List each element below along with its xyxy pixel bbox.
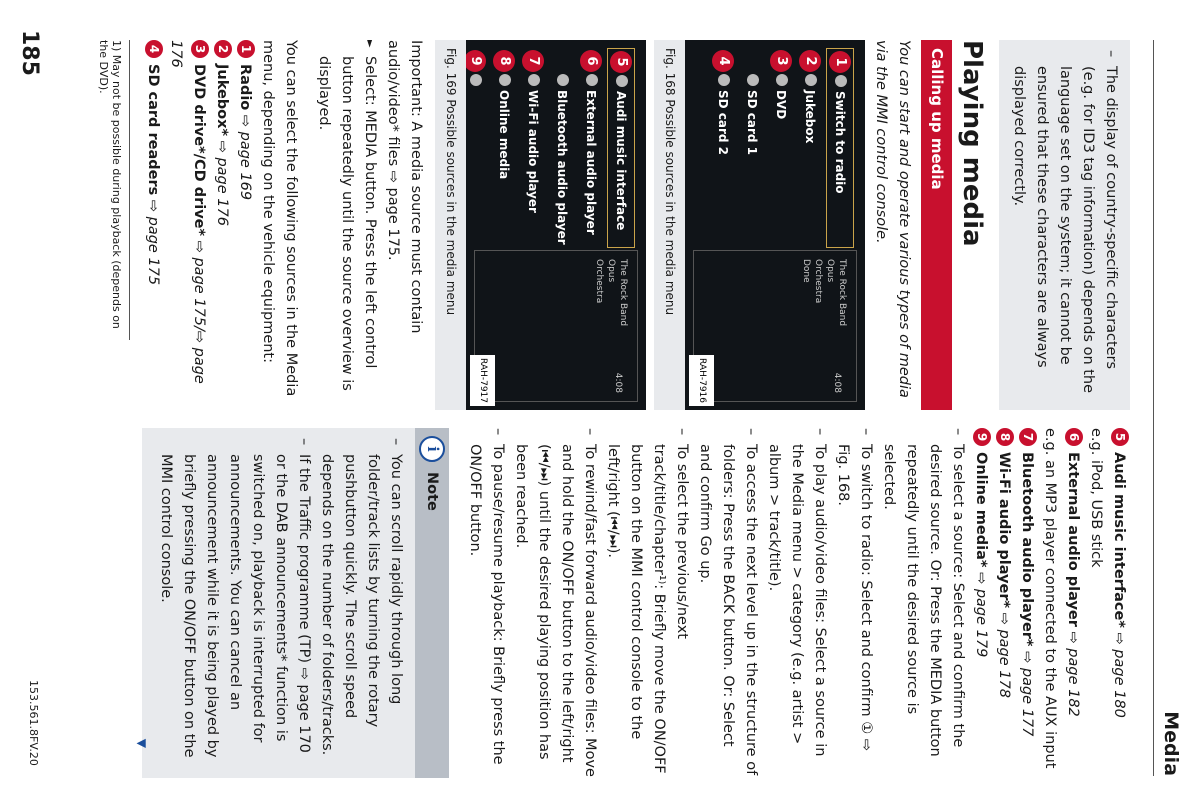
media-icon (499, 74, 511, 86)
pane-line: Done (801, 259, 811, 283)
menu-item-label: Audi music interface (614, 91, 628, 231)
source-label: SD card readers (145, 64, 161, 196)
footnote: 1) May not be possible during playback (depends on the DVD). (97, 40, 130, 340)
source-ref: ⇨ page 176 (214, 136, 230, 226)
menu-item-label: Wi-Fi audio player (526, 90, 540, 213)
media-icon (776, 74, 788, 86)
callout-number: 4 (712, 50, 734, 72)
note-body (142, 428, 415, 778)
note-title: Note (424, 472, 441, 511)
figure-168-pane (693, 250, 857, 402)
pane-line: The Rock Band (618, 259, 628, 327)
source-ref: ⇨ page 175 (145, 195, 161, 286)
figure-168-menu (707, 48, 857, 248)
source-item (1107, 428, 1130, 778)
source-detail: e.g. iPod, USB stick (1088, 428, 1104, 568)
info-box-text: – The display of country-specific characters (e.g. for ID3 tag information) depends on the language set on the system; it cannot be ensured that these characters are always displayed correctly. (1007, 50, 1122, 400)
source-number: 2 (214, 40, 232, 58)
instruction-item: – To play audio/video files: Select a source in the Media menu > category (e.g. artist > album > track/title). (762, 428, 831, 778)
callout-number: 7 (522, 50, 544, 72)
figure-169-caption: Fig. 169 Possible sources in the media menu (435, 40, 466, 410)
source-ref: ⇨ page 180 (1111, 627, 1127, 718)
figure-169-pane-lines (593, 259, 629, 326)
figure-169 (466, 40, 646, 410)
source-number: 5 (1111, 428, 1129, 446)
media-icon (718, 74, 730, 86)
source-label: Jukebox* (214, 64, 230, 137)
menu-item-label: Jukebox (803, 90, 817, 144)
media-icon (586, 74, 598, 86)
source-label: Bluetooth audio player* (1019, 452, 1035, 647)
note-box (142, 428, 449, 778)
source-item (164, 40, 210, 410)
instruction-item: – To select a source: Select and confirm the desired source. Or: Press the MEDIA button repeatedly until the desired source is selected. (877, 428, 969, 778)
source-ref: ⇨ page 177 (1019, 646, 1035, 737)
media-icon (805, 74, 817, 86)
figure-169-pane (474, 250, 638, 402)
source-ref: ⇨ page 169 (237, 110, 253, 201)
page-number: 185 (17, 30, 42, 76)
important-text: Important: A media source must contain audio/video* files ⇨ page 175. (385, 40, 424, 334)
left-source-list (141, 40, 256, 410)
source-item (141, 40, 164, 410)
source-label: Online media* (973, 452, 989, 568)
pane-line: Opus (606, 259, 616, 283)
figure-168-caption: Fig. 168 Possible sources in the media menu (654, 40, 685, 410)
pane-line: Orchestra (813, 259, 823, 304)
source-item (969, 428, 992, 778)
media-icon (557, 74, 569, 86)
callout-number: 5 (610, 51, 632, 73)
source-label: Wi-Fi audio player* (996, 452, 1012, 609)
source-ref: ⇨ page 182 (1065, 626, 1081, 717)
info-box (999, 40, 1130, 410)
menu-item-label: SD card 2 (716, 90, 730, 156)
intro-text: You can start and operate various types of media via the MMI control console. (873, 40, 912, 398)
note-item: – If the Traffic programme (TP) ⇨ page 170 or the DAB announcements* function is switched on, playback is interrupted for announcements. You can cancel an announcement while it is being played by briefly pressing the ON/OFF button on the MMI control console. (154, 438, 315, 768)
figure-168-pane-lines (800, 259, 848, 326)
callout-number: 3 (770, 50, 792, 72)
callout-number: 9 (466, 50, 486, 72)
menu-item-label: Switch to radio (833, 91, 847, 194)
instruction-list (463, 428, 969, 778)
source-number: 1 (237, 40, 255, 58)
pane-line: The Rock Band (837, 259, 847, 327)
subheading: Calling up media (921, 40, 952, 410)
figure-169-code: RAH-7917 (470, 355, 495, 406)
right-source-list (969, 428, 1130, 778)
info-icon: i (419, 436, 445, 462)
instruction-item: – To pause/resume playback: Briefly press the ON/OFF button. (463, 428, 509, 778)
figure-168-time: 4:08 (832, 372, 842, 393)
source-number: 7 (1019, 428, 1037, 446)
pane-line: Orchestra (594, 259, 604, 304)
menu-item-label: External audio player (584, 90, 598, 235)
source-label: External audio player (1065, 452, 1081, 627)
instruction-item: – To access the next level up in the structure of folders: Press the BACK button. Or: Select and confirm Go up. (693, 428, 762, 778)
callout-number: 6 (580, 50, 602, 72)
source-ref: ⇨ page 175/⇨ page 176 (168, 40, 207, 384)
left-column (141, 40, 1130, 410)
source-item (1015, 428, 1038, 778)
menu-item (797, 48, 823, 248)
instruction-item: – To switch to radio: Select and confirm ① ⇨ Fig. 168. (831, 428, 877, 778)
figure-168 (685, 40, 865, 410)
callout-number: 2 (799, 50, 821, 72)
source-label: Audi music interface* (1111, 452, 1127, 628)
source-number: 4 (145, 40, 163, 58)
doc-code: 153.561.8FV.20 (27, 680, 40, 766)
menu-item (607, 48, 635, 248)
menu-item (520, 48, 546, 248)
menu-item-label: Bluetooth audio player (555, 90, 569, 245)
page-title: Playing media (957, 40, 987, 247)
source-number: 9 (973, 428, 991, 446)
source-detail: e.g. an MP3 player connected to the AUX input (1042, 428, 1058, 769)
source-number: 8 (996, 428, 1014, 446)
menu-item (826, 48, 854, 248)
source-label: DVD drive*/CD drive* (191, 64, 207, 237)
media-icon (747, 74, 759, 86)
sources-intro: You can select the following sources in the Media menu, depending on the vehicle equipment: (260, 40, 299, 397)
menu-item (491, 48, 517, 248)
source-item (210, 40, 233, 410)
figure-169-time: 4:08 (613, 372, 623, 393)
menu-item (710, 48, 736, 248)
continue-triangle-icon: ▼ (135, 738, 149, 748)
note-item: – You can scroll rapidly through long folder/track lists by turning the rotary pushbutton quickly. The scroll speed depends on the number of folders/tracks. (315, 438, 407, 768)
menu-item (466, 48, 488, 248)
source-number: 6 (1065, 428, 1083, 446)
figure-168-code: RAH-7916 (689, 355, 714, 406)
source-label: Radio (237, 64, 253, 111)
source-item (992, 428, 1015, 778)
source-item (233, 40, 256, 410)
media-icon (470, 74, 482, 86)
media-icon (528, 74, 540, 86)
menu-item-label: DVD (774, 90, 788, 120)
select-instruction: ► Select: MEDIA button. Press the left control button repeatedly until the source overview is displayed. (312, 40, 381, 410)
source-number: 3 (191, 40, 209, 58)
right-column (135, 428, 1130, 778)
menu-item (549, 48, 575, 248)
media-icon (616, 75, 628, 87)
menu-item (739, 48, 765, 248)
menu-item (578, 48, 604, 248)
instruction-item: – To select the previous/next track/title/chapter¹⁾: Briefly move the ON/OFF button on the MMI control console to the left/right (⏮/⏭). (601, 428, 693, 778)
section-title: Media (1160, 711, 1182, 776)
callout-number: 8 (493, 50, 515, 72)
figure-169-menu (466, 48, 638, 248)
page-header (1153, 40, 1184, 776)
callout-number: 1 (829, 51, 851, 73)
menu-item (768, 48, 794, 248)
source-ref: ⇨ page 179 (973, 567, 989, 658)
source-item (1061, 428, 1084, 778)
source-ref: ⇨ page 178 (996, 608, 1012, 698)
media-icon (835, 75, 847, 87)
instruction-item: – To rewind/fast forward audio/video files: Move and hold the ON/OFF button to the left/right (⏮/⏭) until the desired playing position has been reached. (509, 428, 601, 778)
pane-line: Opus (825, 259, 835, 283)
menu-item-label: Online media (497, 90, 511, 180)
note-header (415, 428, 449, 778)
menu-item-label: SD card 1 (745, 90, 759, 156)
